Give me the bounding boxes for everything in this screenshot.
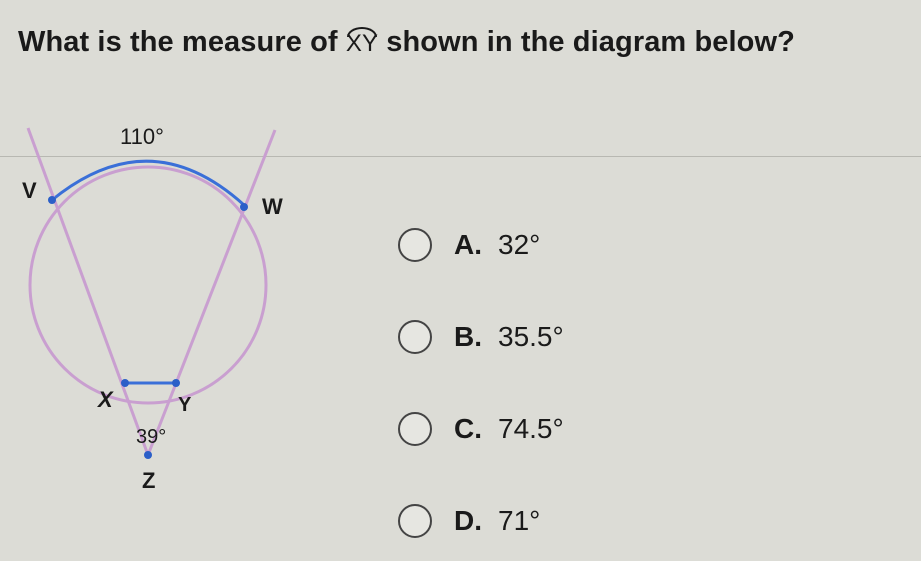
point-x <box>121 379 129 387</box>
point-w <box>240 203 248 211</box>
option-c[interactable] <box>398 412 564 446</box>
radio-b[interactable] <box>398 320 432 354</box>
label-x: X <box>98 387 113 412</box>
label-w: W <box>262 194 283 219</box>
point-z <box>144 451 152 459</box>
point-y <box>172 379 180 387</box>
label-y: Y <box>178 394 192 416</box>
arc-label-110: 110° <box>120 124 164 149</box>
secant-zw <box>148 130 275 455</box>
radio-a[interactable] <box>398 228 432 262</box>
option-a[interactable] <box>398 228 540 262</box>
option-d-letter: D. <box>454 505 482 536</box>
option-b-letter: B. <box>454 321 482 352</box>
radio-c[interactable] <box>398 412 432 446</box>
question-suffix: shown in the diagram below? <box>386 26 795 58</box>
option-a-value: 32° <box>498 229 541 260</box>
option-d-value: 71° <box>498 505 541 536</box>
label-v: V <box>22 178 37 203</box>
option-c-letter: C. <box>454 413 482 444</box>
option-b-value: 35.5° <box>498 321 564 352</box>
radio-d[interactable] <box>398 504 432 538</box>
point-v <box>48 196 56 204</box>
arc-xy-label: XY <box>345 30 379 57</box>
circle <box>30 167 266 403</box>
option-c-value: 74.5° <box>498 413 564 444</box>
option-b[interactable] <box>398 320 564 354</box>
option-a-letter: A. <box>454 229 482 260</box>
question-prefix: What is the measure of <box>18 26 338 58</box>
geometry-diagram <box>0 0 330 561</box>
angle-label-39: 39° <box>136 426 167 448</box>
option-d[interactable] <box>398 504 540 538</box>
label-z: Z <box>142 468 156 493</box>
